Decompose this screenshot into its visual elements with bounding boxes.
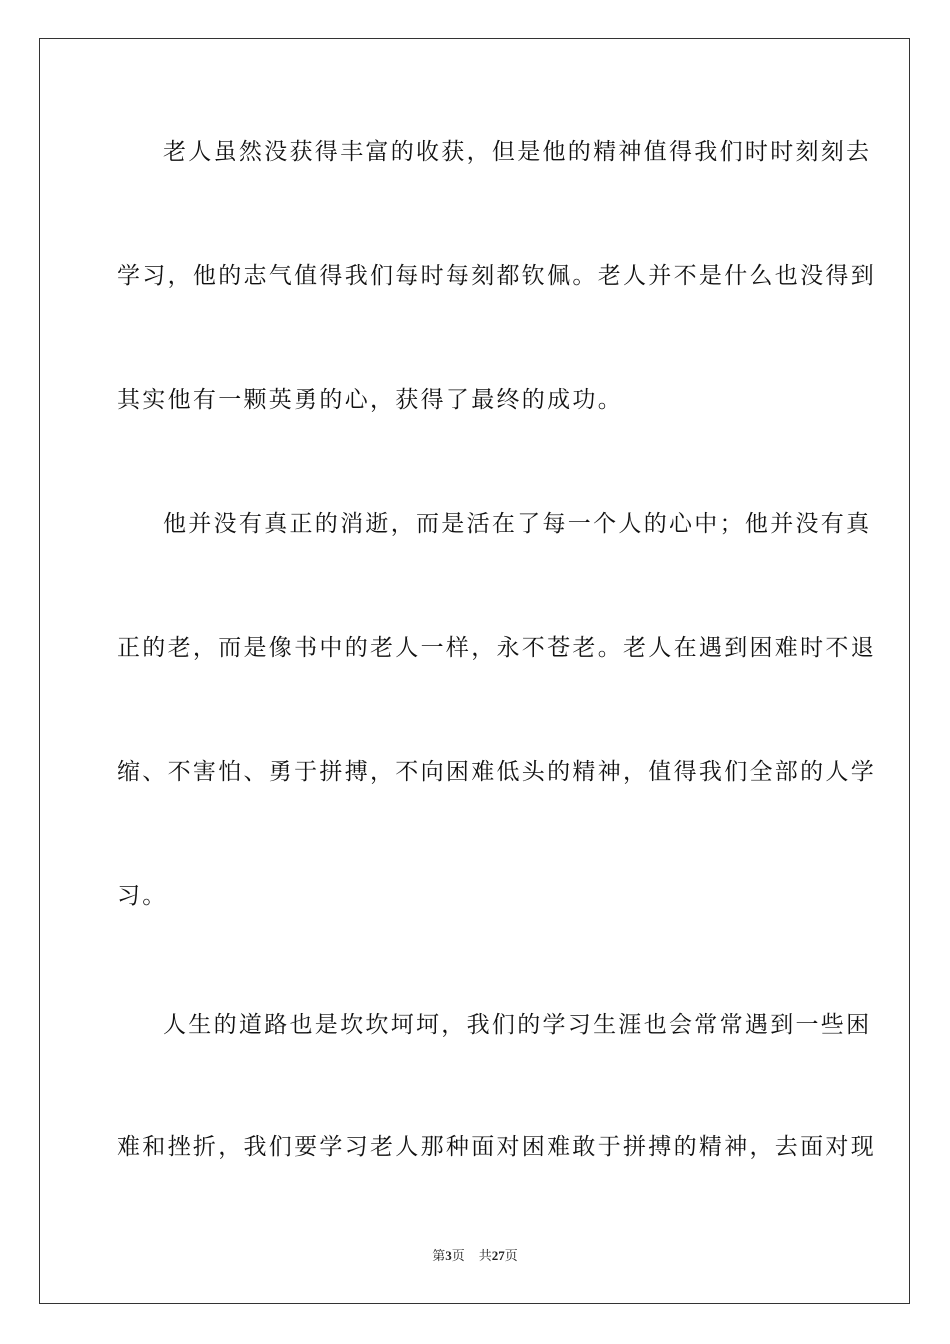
footer-page-number: 3 xyxy=(445,1248,452,1263)
paragraph-2-line-3: 缩、不害怕、勇于拼搏，不向困难低头的精神，值得我们全部的人学 xyxy=(117,759,876,785)
paragraph-2-line-2: 正的老，而是像书中的老人一样，永不苍老。老人在遇到困难时不退 xyxy=(117,635,876,661)
footer-total-pages: 27 xyxy=(491,1248,505,1263)
page-frame xyxy=(39,38,910,1304)
footer-total-suffix: 页 xyxy=(504,1249,518,1264)
footer-total-prefix: 共 xyxy=(478,1249,492,1264)
footer-page-prefix: 第 xyxy=(432,1249,446,1264)
paragraph-1-line-2: 学习，他的志气值得我们每时每刻都钦佩。老人并不是什么也没得到 xyxy=(117,263,876,289)
paragraph-1-line-3: 其实他有一颗英勇的心，获得了最终的成功。 xyxy=(117,387,623,413)
paragraph-1-line-1: 老人虽然没获得丰富的收获，但是他的精神值得我们时时刻刻去 xyxy=(163,139,872,165)
page-footer xyxy=(0,1248,950,1265)
paragraph-3-line-1: 人生的道路也是坎坎坷坷，我们的学习生涯也会常常遇到一些困 xyxy=(163,1012,872,1038)
paragraph-2-line-1: 他并没有真正的消逝，而是活在了每一个人的心中；他并没有真 xyxy=(163,511,872,537)
paragraph-3-line-2: 难和挫折，我们要学习老人那种面对困难敢于拼搏的精神，去面对现 xyxy=(117,1134,876,1160)
paragraph-2-line-4: 习。 xyxy=(117,883,168,909)
footer-page-suffix: 页 xyxy=(451,1249,465,1264)
